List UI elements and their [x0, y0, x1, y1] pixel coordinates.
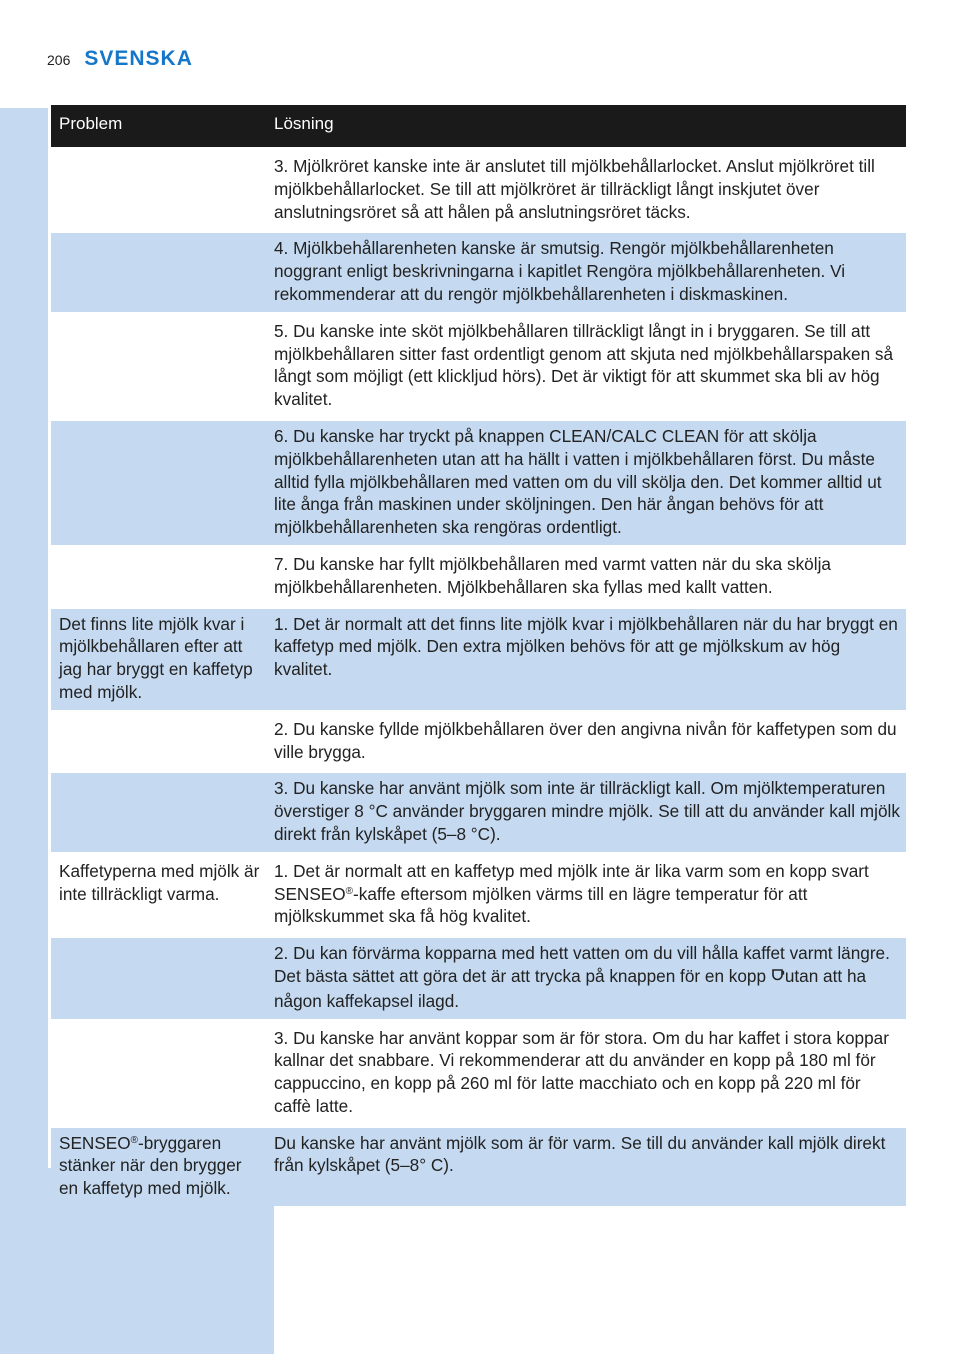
- solution-cell: 1. Det är normalt att det finns lite mjölk kvar i mjölkbehållaren när du har bryggt en kaffetyp med mjölk. Den extra mjölken behövs för att ge mjölkskum av hög kvalitet.: [266, 609, 906, 710]
- solution-cell: 7. Du kanske har fyllt mjölkbehållaren med varmt vatten när du ska skölja mjölkbehållarenheten. Mjölkbehållaren ska fyllas med kallt vatten.: [266, 549, 906, 605]
- one-cup-icon: [771, 967, 785, 990]
- column-header-solution: Lösning: [266, 105, 906, 147]
- solution-cell: 4. Mjölkbehållarenheten kanske är smutsig. Rengör mjölkbehållarenheten noggrant enligt beskrivningarna i kapitlet Rengöra mjölkbehållarenheten. Vi rekommenderar att du rengör mjölkbehållarenheten i diskmaskinen.: [266, 233, 906, 311]
- troubleshooting-table: [51, 101, 906, 1210]
- table-row: [51, 856, 906, 934]
- problem-cell: [51, 316, 266, 417]
- column-header-problem: Problem: [51, 105, 266, 147]
- problem-cell: [51, 773, 266, 851]
- table-row: [51, 938, 906, 1018]
- solution-cell: 3. Du kanske har använt mjölk som inte är tillräckligt kall. Om mjölktemperaturen överstiger 8 °C använder bryggaren mindre mjölk. Se till att du använder kall mjölk direkt från kylskåpet (5–8 °C).: [266, 773, 906, 851]
- solution-cell: 2. Du kanske fyllde mjölkbehållaren över den angivna nivån för kaffetypen som du ville brygga.: [266, 714, 906, 770]
- table-row: [51, 1128, 906, 1206]
- section-title: SVENSKA: [84, 47, 193, 70]
- problem-cell: [51, 1128, 266, 1206]
- table-row: [51, 151, 906, 229]
- problem-cell: [51, 421, 266, 545]
- problem-text: -bryggaren stänker när den brygger en kaffetyp med mjölk.: [59, 1132, 242, 1199]
- problem-cell: [51, 151, 266, 229]
- page-number: 206: [47, 52, 71, 68]
- solution-text: 1. Det är normalt att en kaffetyp med mjölk inte är lika varm som en kopp svart SENSEO: [274, 860, 869, 904]
- table-row: [51, 1023, 906, 1124]
- registered-mark: ®: [130, 1134, 139, 1146]
- table-row: [51, 773, 906, 851]
- problem-cell: [51, 233, 266, 311]
- solution-text: utan att ha någon kaffekapsel ilagd.: [274, 965, 867, 1011]
- table-row: [51, 549, 906, 605]
- problem-cell: [51, 1023, 266, 1124]
- problem-cell: [51, 549, 266, 605]
- page-header: [47, 47, 193, 77]
- solution-text: -kaffe eftersom mjölken värms till en lägre temperatur för att mjölkskummet ska få hög kvalitet.: [274, 883, 808, 927]
- solution-cell: 6. Du kanske har tryckt på knappen CLEAN/CALC CLEAN för att skölja mjölkbehållarenheten utan att ha hällt i vatten i mjölkbehållaren först. Du måste alltid fylla mjölkbehållaren med vatten om du vill skölja den. Det kommer alltid ut lite ånga från maskinen under sköljningen. Den här ångan behövs för att mjölkbehållarenheten ska rengöras ordentligt.: [266, 421, 906, 545]
- problem-cell: Det finns lite mjölk kvar i mjölkbehållaren efter att jag har bryggt en kaffetyp med mjölk.: [51, 609, 266, 710]
- problem-cell: [51, 938, 266, 1018]
- table-row: [51, 609, 906, 710]
- solution-cell: [266, 938, 906, 1018]
- table-header-row: [51, 105, 906, 147]
- table-row: [51, 421, 906, 545]
- table-row: [51, 316, 906, 417]
- solution-cell: 5. Du kanske inte sköt mjölkbehållaren tillräckligt långt in i bryggaren. Se till att mjölkbehållaren sitter fast ordentligt genom att skjuta ned mjölkbehållarspaken så långt som möjligt (ett klickljud hörs). Det är viktigt för att skummet ska bli av hög kvalitet.: [266, 316, 906, 417]
- table-row: [51, 714, 906, 770]
- solution-text: 2. Du kan förvärma kopparna med hett vatten om du vill hålla kaffet varmt längre. Det bästa sättet att göra det är att trycka på knappen för en kopp: [274, 943, 890, 986]
- solution-cell: Du kanske har använt mjölk som är för varm. Se till du använder kall mjölk direkt från kylskåpet (5–8° C).: [266, 1128, 906, 1206]
- solution-cell: 3. Mjölkröret kanske inte är anslutet till mjölkbehållarlocket. Anslut mjölkröret till mjölkbehållarlocket. Se till att mjölkröret är tillräckligt långt inskjutet över anslutningsröret så att hålen på anslutningsröret täcks.: [266, 151, 906, 229]
- solution-cell: 3. Du kanske har använt koppar som är för stora. Om du har kaffet i stora koppar kallnar det snabbare. Vi rekommenderar att du använder en kopp på 180 ml för cappuccino, en kopp på 260 ml för latte macchiato och en kopp på 220 ml för caffè latte.: [266, 1023, 906, 1124]
- solution-cell: [266, 856, 906, 934]
- table-row: [51, 233, 906, 311]
- problem-cell: Kaffetyperna med mjölk är inte tillräckligt varma.: [51, 856, 266, 934]
- registered-mark: ®: [345, 885, 354, 897]
- problem-cell: [51, 714, 266, 770]
- problem-text: SENSEO: [59, 1132, 131, 1153]
